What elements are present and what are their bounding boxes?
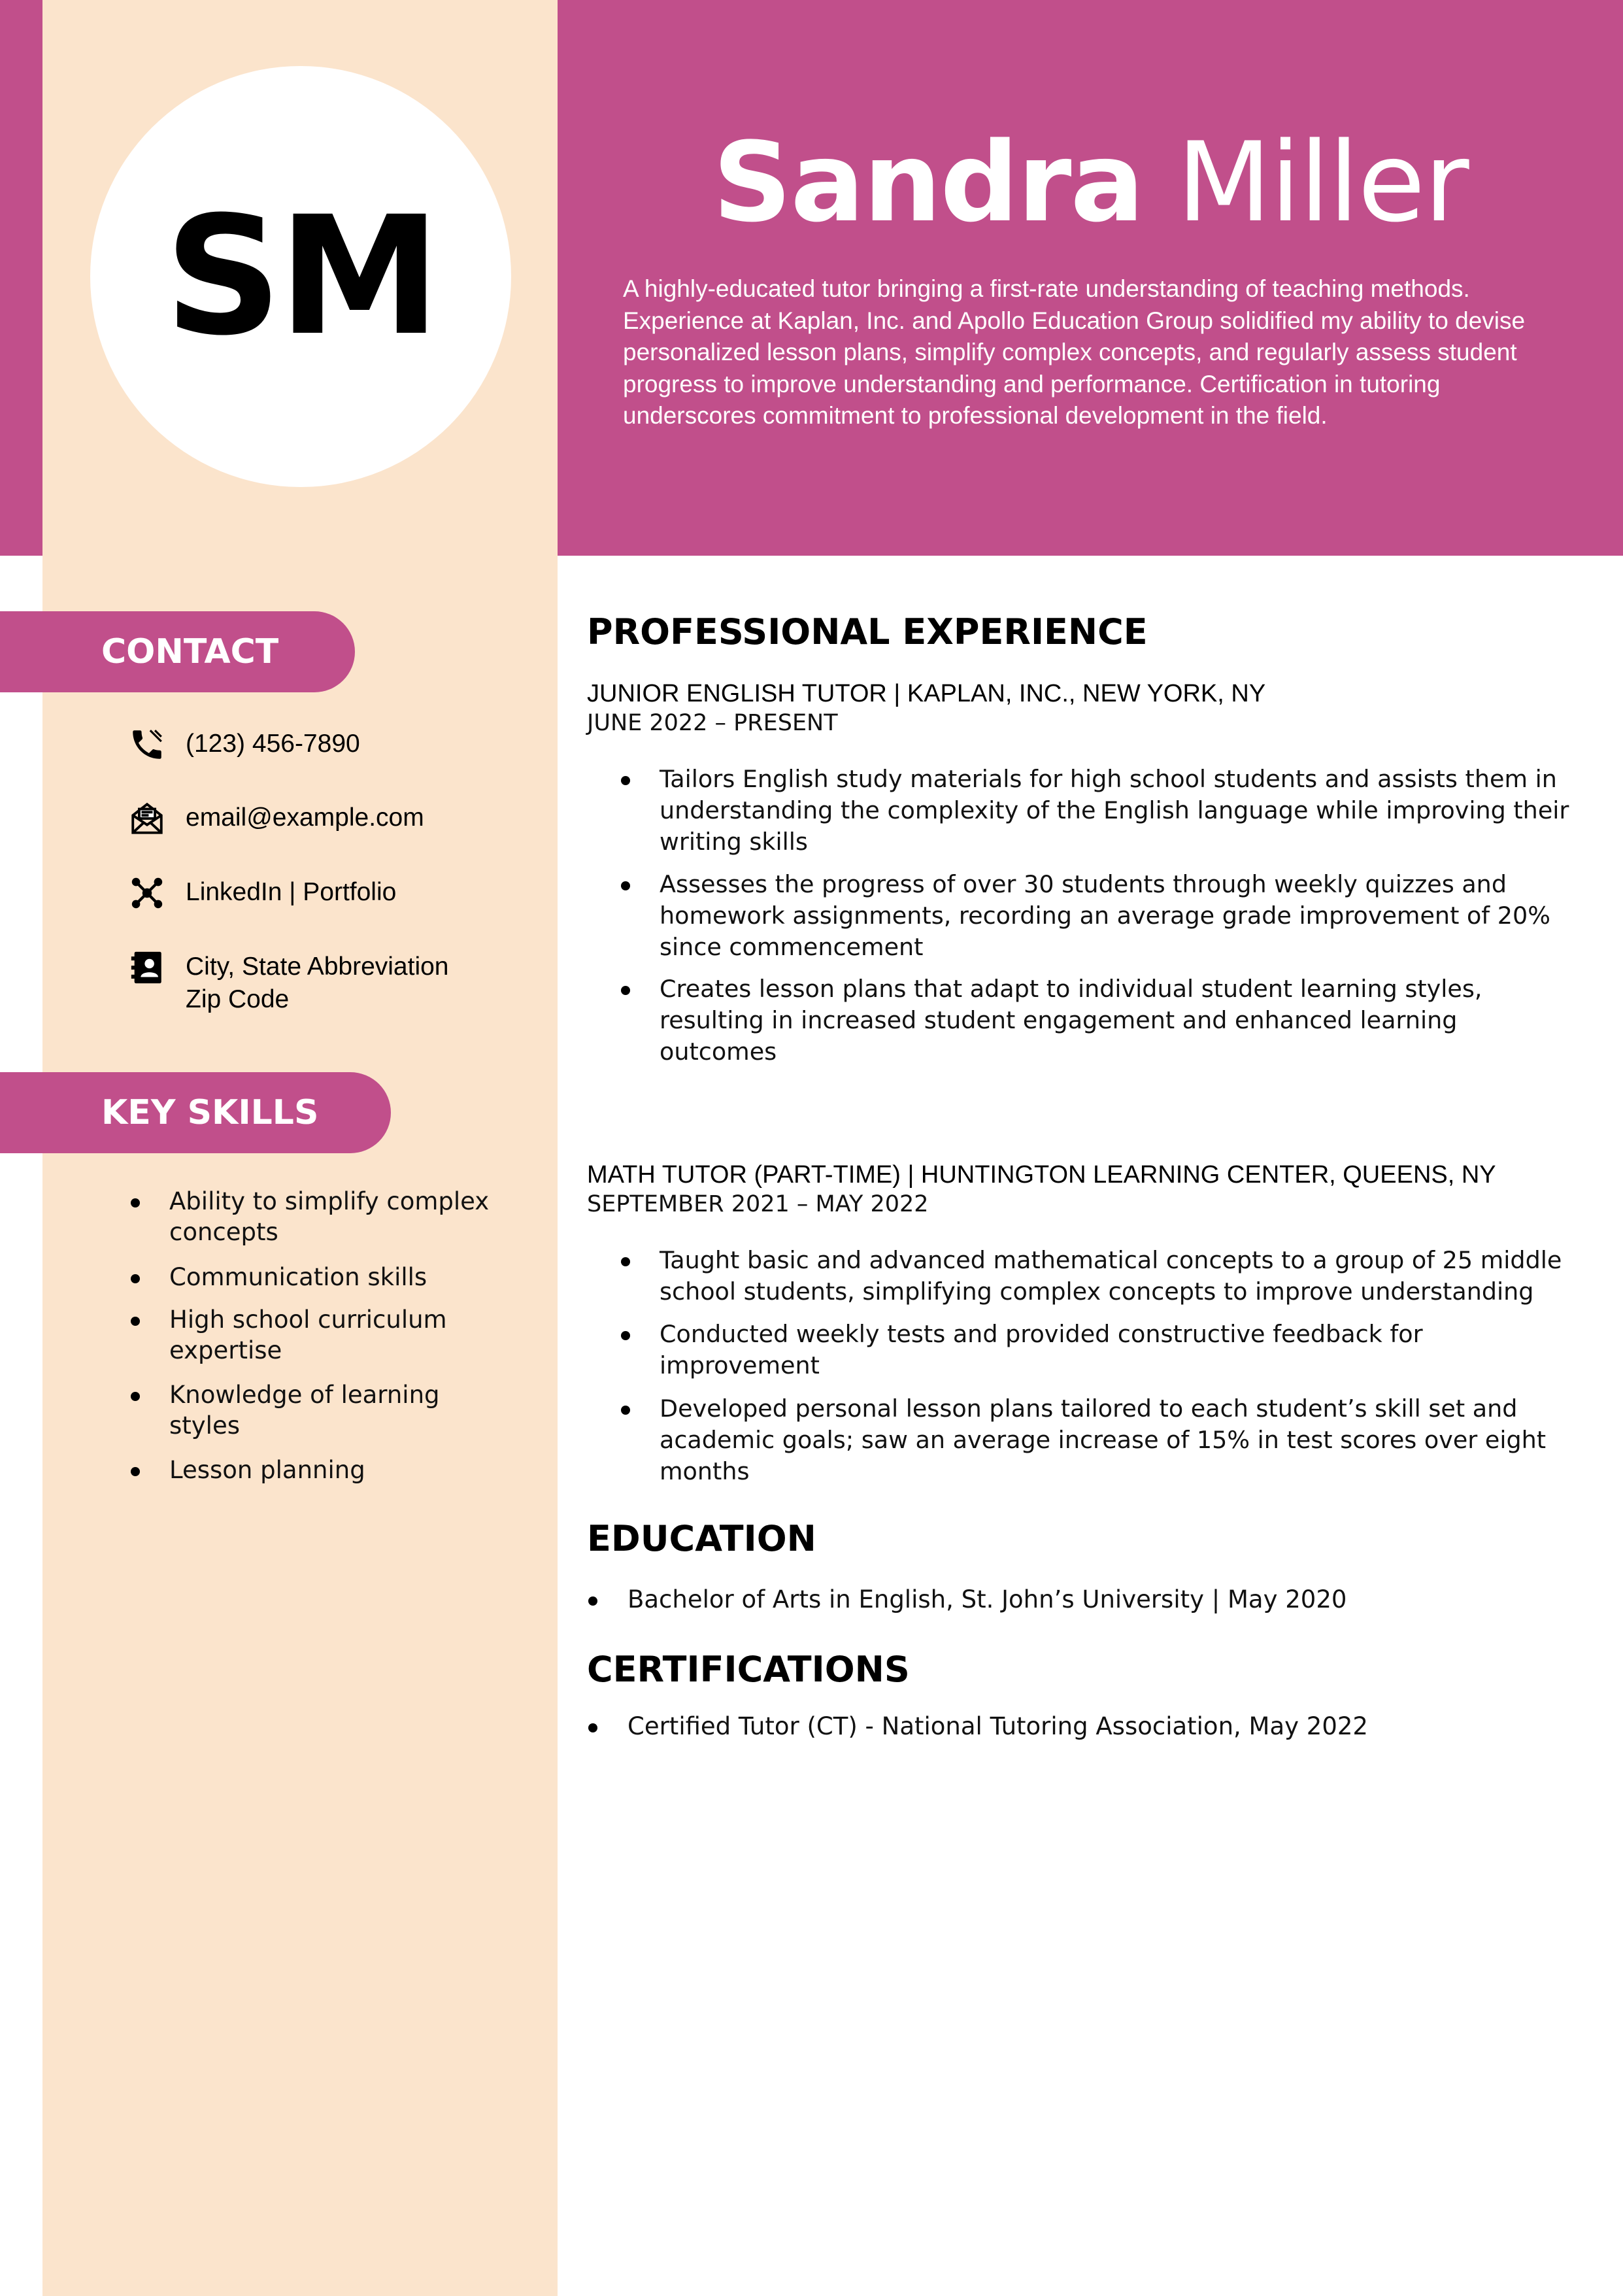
job-bullet: Assesses the progress of over 30 students through weekly quizzes and homework assignments, recording an average grade improvement of 20% since commencement xyxy=(621,869,1575,963)
first-name: Sandra xyxy=(712,118,1143,246)
bullet xyxy=(131,1467,140,1476)
bullet xyxy=(131,1317,140,1326)
skill-item: Knowledge of learning styles xyxy=(131,1379,497,1441)
skill-item: Communication skills xyxy=(131,1262,497,1292)
key-skills-heading: KEY SKILLS xyxy=(0,1072,391,1153)
candidate-name xyxy=(558,118,1623,246)
education-item: Bachelor of Arts in English, St. John’s University | May 2020 xyxy=(588,1584,1569,1615)
profile-summary: A highly-educated tutor bringing a first-rate understanding of teaching methods. Experience at Kaplan, Inc. and Apollo Education Group solidified my ability to devise personalized lesson plans, simplify complex concepts, and regularly assess student progress to improve understanding and performance. Certification in tutoring underscores commitment to professional development in the field. xyxy=(623,275,1526,429)
job-title: JUNIOR ENGLISH TUTOR | KAPLAN, INC., NEW YORK, NY xyxy=(587,680,1266,707)
bullet xyxy=(131,1392,140,1401)
certification-item: Certified Tutor (CT) - National Tutoring Association, May 2022 xyxy=(588,1711,1569,1742)
bullet xyxy=(621,1257,630,1266)
skill-item: Lesson planning xyxy=(131,1455,497,1485)
job-bullet: Conducted weekly tests and provided constructive feedback for improvement xyxy=(621,1319,1575,1381)
contact-card-icon xyxy=(124,945,170,990)
education-heading: EDUCATION xyxy=(587,1518,816,1559)
certifications-heading: CERTIFICATIONS xyxy=(587,1649,910,1690)
monogram-circle xyxy=(90,66,511,487)
job-bullet: Creates lesson plans that adapt to individual student learning styles, resulting in increased student engagement and enhanced learning outcomes xyxy=(621,973,1575,1068)
monogram: SM xyxy=(164,181,437,371)
network-icon xyxy=(124,870,170,916)
contact-email xyxy=(124,796,424,841)
bullet xyxy=(621,986,630,995)
bullet xyxy=(621,1331,630,1340)
bullet xyxy=(588,1596,597,1606)
contact-address xyxy=(124,945,449,1016)
experience-heading: PROFESSIONAL EXPERIENCE xyxy=(587,611,1148,652)
bullet xyxy=(588,1723,597,1732)
bullet xyxy=(131,1198,140,1207)
contact-heading: CONTACT xyxy=(0,611,355,692)
contact-links xyxy=(124,870,396,916)
job-dates: JUNE 2022 – PRESENT xyxy=(587,710,838,736)
job-dates: SEPTEMBER 2021 – MAY 2022 xyxy=(587,1191,929,1217)
job-bullet: Tailors English study materials for high school students and assists them in understanding the complexity of the English language while improving their writing skills xyxy=(621,764,1575,858)
address: City, State Abbreviation Zip Code xyxy=(186,953,449,1013)
bullet xyxy=(621,776,630,785)
job-title: MATH TUTOR (PART-TIME) | HUNTINGTON LEARNING CENTER, QUEENS, NY xyxy=(587,1161,1496,1189)
accent-strip xyxy=(0,0,42,556)
email-icon xyxy=(124,796,170,841)
job-bullet: Taught basic and advanced mathematical concepts to a group of 25 middle school students, simplifying complex concepts to improve understanding xyxy=(621,1245,1575,1308)
contact-phone xyxy=(124,722,360,768)
last-name: Miller xyxy=(1177,118,1468,246)
phone-number: (123) 456-7890 xyxy=(186,730,360,758)
skill-item: High school curriculum expertise xyxy=(131,1304,497,1366)
bullet xyxy=(131,1274,140,1283)
job-bullet: Developed personal lesson plans tailored to each student’s skill set and academic goals; saw an average increase of 15% in test scores over eight months xyxy=(621,1393,1575,1487)
phone-icon xyxy=(124,722,170,768)
skill-item: Ability to simplify complex concepts xyxy=(131,1186,497,1247)
profile-links: LinkedIn | Portfolio xyxy=(186,878,397,906)
bullet xyxy=(621,881,630,890)
bullet xyxy=(621,1406,630,1415)
email-address: email@example.com xyxy=(186,803,424,832)
